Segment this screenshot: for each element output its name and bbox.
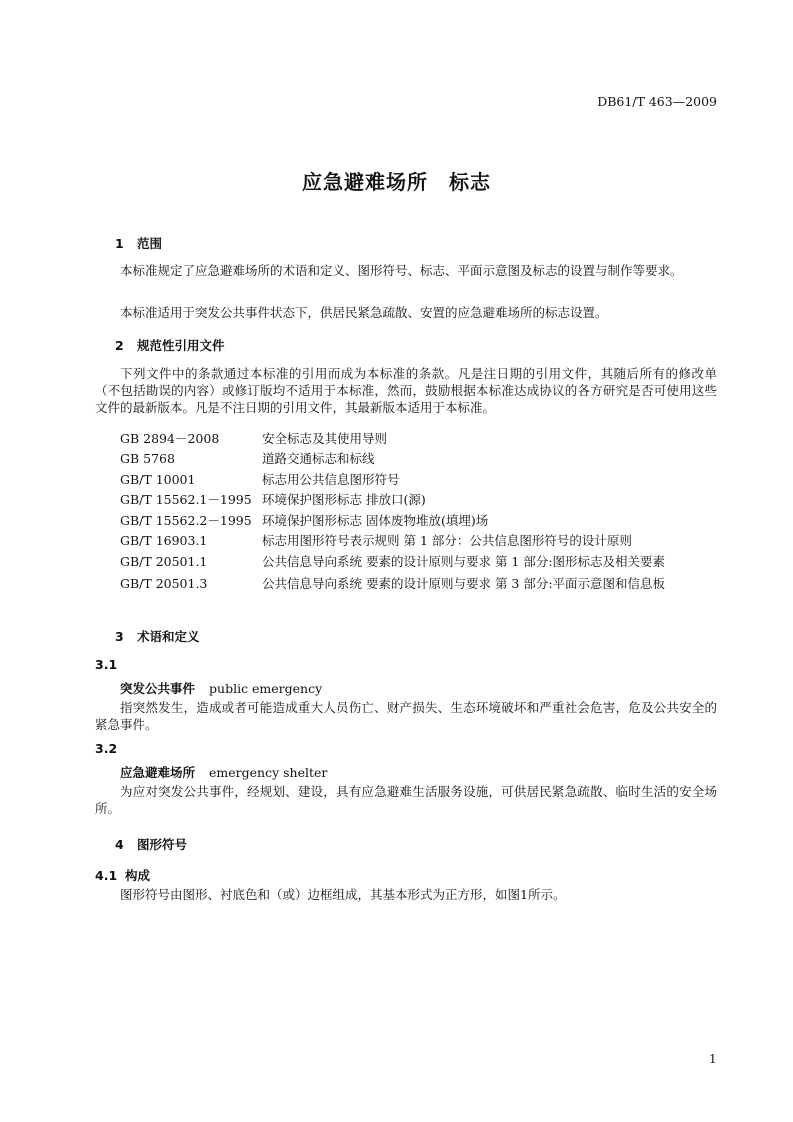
section-1-para-1: 本标准规定了应急避难场所的术语和定义、图形符号、标志、平面示意图及标志的设置与制作等要求。	[120, 263, 683, 278]
subsection-4-1-number: 4.1	[95, 868, 118, 883]
reference-code: GB/T 20501.3	[120, 576, 208, 591]
section-1-title: 范围	[137, 236, 163, 251]
reference-code: GB 5768	[120, 451, 175, 466]
reference-title: 环境保护图形标志 固体废物堆放(填埋)场	[262, 513, 489, 528]
reference-title: 标志用图形符号表示规则 第 1 部分：公共信息图形符号的设计原则	[262, 533, 632, 548]
subsection-4-1-para: 图形符号由图形、衬底色和（或）边框组成，其基本形式为正方形，如图1所示。	[120, 887, 566, 902]
term-english: emergency shelter	[209, 765, 328, 780]
reference-title: 道路交通标志和标线	[262, 451, 375, 466]
reference-title: 安全标志及其使用导则	[262, 431, 388, 446]
section-3-heading	[115, 627, 200, 645]
reference-item	[120, 490, 426, 508]
reference-title: 环境保护图形标志 排放口(源)	[262, 492, 426, 507]
section-2-heading	[115, 336, 225, 354]
section-1-number: 1	[115, 236, 124, 251]
reference-code: GB/T 20501.1	[120, 554, 208, 569]
subsection-4-1-title: 构成	[125, 868, 151, 883]
document-title: 应急避难场所 标志	[302, 170, 491, 194]
term-chinese: 突发公共事件	[120, 681, 196, 696]
subsection-4-1-heading	[95, 866, 150, 884]
reference-code: GB/T 15562.2－1995	[120, 513, 252, 528]
term-3-2-number: 3.2	[95, 741, 118, 756]
reference-item	[120, 449, 375, 467]
term-chinese: 应急避难场所	[120, 765, 196, 780]
section-4-title: 图形符号	[137, 837, 188, 852]
term-3-1-number: 3.1	[95, 657, 118, 672]
section-3-title: 术语和定义	[137, 629, 200, 644]
section-2-number: 2	[115, 338, 124, 353]
section-1-para-2: 本标准适用于突发公共事件状态下，供居民紧急疏散、安置的应急避难场所的标志设置。	[120, 305, 608, 320]
reference-item	[120, 511, 488, 529]
term-3-1-name	[120, 679, 322, 697]
reference-item	[120, 531, 632, 549]
section-3-number: 3	[115, 629, 124, 644]
term-english: public emergency	[209, 681, 323, 696]
term-3-2-name	[120, 763, 327, 781]
reference-item	[120, 470, 400, 488]
reference-item	[120, 574, 665, 592]
section-1-heading	[115, 234, 162, 252]
page-number: 1	[709, 1052, 717, 1066]
standard-code: DB61/T 463—2009	[597, 94, 717, 109]
reference-code: GB/T 10001	[120, 472, 196, 487]
term-3-1-definition: 指突然发生，造成或者可能造成重大人员伤亡、财产损失、生态环境破坏和严重社会危害，危及公共安全的紧急事件。	[95, 700, 717, 732]
section-2-intro: 下列文件中的条款通过本标准的引用而成为本标准的条款。凡是注日期的引用文件，其随后所有的修改单（不包括勘误的内容）或修订版均不适用于本标准，然而，鼓励根据本标准达成协议的各方研究是否可使用这些文件的最新版本。凡是不注日期的引用文件，其最新版本适用于本标准。	[95, 366, 717, 415]
reference-code: GB/T 15562.1－1995	[120, 492, 252, 507]
reference-code: GB/T 16903.1	[120, 533, 208, 548]
reference-title: 标志用公共信息图形符号	[262, 472, 400, 487]
reference-item	[120, 552, 665, 570]
section-4-heading	[115, 835, 187, 853]
reference-title: 公共信息导向系统 要素的设计原则与要求 第 1 部分:图形标志及相关要素	[262, 554, 666, 569]
term-3-2-definition: 为应对突发公共事件，经规划、建设，具有应急避难生活服务设施，可供居民紧急疏散、临时生活的安全场所。	[95, 784, 717, 816]
section-4-number: 4	[115, 837, 124, 852]
reference-code: GB 2894－2008	[120, 431, 220, 446]
reference-title: 公共信息导向系统 要素的设计原则与要求 第 3 部分:平面示意图和信息板	[262, 576, 666, 591]
reference-item	[120, 429, 387, 447]
section-2-title: 规范性引用文件	[137, 338, 225, 353]
